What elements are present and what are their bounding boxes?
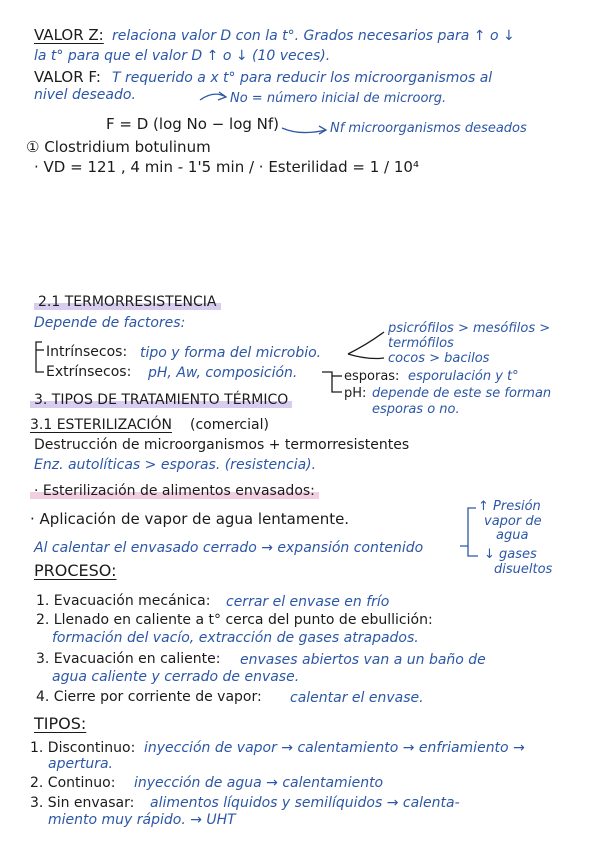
section-2-1-subtitle: Depende de factores:: [34, 315, 186, 331]
intrinsic-branch-arrow: [348, 332, 384, 354]
extrinsic-label: Extrínsecos:: [46, 364, 132, 380]
esporas-text: esporulación y t°: [408, 369, 519, 384]
proceso-step-2-label: 2. Llenado en caliente a t° cerca del punto de ebullición:: [36, 612, 433, 628]
proceso-title: PROCESO:: [34, 561, 117, 580]
ph-label: pH:: [344, 386, 367, 401]
factors-bracket: [36, 342, 44, 372]
extrinsic-branch: [322, 372, 342, 392]
heating-line: Al calentar el envasado cerrado → expansión contenido: [34, 540, 424, 556]
formula: F = D (log No − log Nf): [106, 115, 280, 133]
example-line1: ① Clostridium botulinum: [26, 138, 211, 156]
no-note-arrowhead: [218, 92, 226, 100]
section-3-1-title: 3.1 ESTERILIZACIÓN: [30, 417, 172, 433]
intrinsic-label: Intrínsecos:: [46, 344, 128, 360]
proceso-step-3-label: 3. Evacuación en caliente:: [36, 651, 221, 667]
tipos-item-3-label: 3. Sin envasar:: [30, 795, 135, 811]
tipos-item-1-text-1: inyección de vapor → calentamiento → enfriamiento →: [144, 740, 525, 756]
valor-z-line2: la t° para que el valor D ↑ o ↓ (10 veces).: [34, 48, 331, 64]
ph-text-2: esporas o no.: [372, 402, 460, 417]
proceso-step-2-text: formación del vacío, extracción de gases atrapados.: [52, 630, 419, 646]
proceso-step-1-label: 1. Evacuación mecánica:: [36, 593, 211, 609]
tipos-item-2-text: inyección de agua → calentamiento: [134, 775, 384, 791]
expansion-bracket-down: [468, 546, 478, 556]
formula-note-arrowhead: [319, 126, 326, 134]
extrinsic-text: pH, Aw, composición.: [148, 365, 298, 381]
tipos-item-3-text-2: miento muy rápido. → UHT: [48, 812, 236, 828]
branch-top-3: cocos > bacilos: [388, 351, 490, 366]
valor-f-line1: T requerido a x t° para reducir los microorganismos al: [112, 70, 493, 86]
tipos-item-2-label: 2. Continuo:: [30, 775, 116, 791]
ph-text-1: depende de este se forman: [372, 386, 552, 401]
proceso-step-1-text: cerrar el envase en frío: [226, 594, 390, 610]
intrinsic-text: tipo y forma del microbio.: [140, 345, 322, 361]
esporas-label: esporas:: [344, 369, 400, 384]
section-3-1-aside: (comercial): [190, 417, 269, 433]
proceso-step-4-label: 4. Cierre por corriente de vapor:: [36, 689, 262, 705]
formula-note-arrow: [282, 128, 326, 133]
proceso-step-3-text-1: envases abiertos van a un baño de: [240, 652, 486, 668]
expansion-bracket: [460, 508, 476, 546]
tipos-item-3-text-1: alimentos líquidos y semilíquidos → calenta-: [150, 795, 460, 811]
valor-z-line1: relaciona valor D con la t°. Grados necesarios para ↑ o ↓: [112, 28, 515, 44]
valor-f-note: No = número inicial de microorg.: [230, 91, 447, 106]
canned-title-text: · Esterilización de alimentos envasados:: [30, 483, 319, 499]
result-down-2: disueltos: [494, 562, 553, 577]
result-up-2: vapor de: [484, 514, 542, 529]
branch-top-2: termófilos: [388, 336, 454, 351]
section-3-title-text: 3. TIPOS DE TRATAMIENTO TÉRMICO: [30, 392, 292, 408]
intrinsic-branch-arrow-2: [348, 354, 384, 359]
tipos-item-1-label: 1. Discontinuo:: [30, 740, 136, 756]
steam-line: · Aplicación de vapor de agua lentamente.: [30, 510, 350, 528]
section-3-1-line1: Destrucción de microorganismos + termorresistentes: [34, 437, 410, 453]
result-up-1: ↑ Presión: [478, 499, 541, 514]
proceso-step-3-text-2: agua caliente y cerrado de envase.: [52, 669, 300, 685]
result-down-1: ↓ gases: [484, 547, 537, 562]
tipos-title: TIPOS:: [34, 714, 87, 733]
proceso-step-4-text: calentar el envase.: [290, 690, 424, 706]
example-line2: · VD = 121 , 4 min - 1'5 min / · Esterilidad = 1 / 10⁴: [34, 158, 419, 176]
section-2-1-title-text: 2.1 TERMORRESISTENCIA: [34, 294, 221, 310]
tipos-item-1-text-2: apertura.: [48, 756, 113, 772]
formula-note: Nf microorganismos deseados: [330, 121, 527, 136]
valor-z-label: VALOR Z:: [34, 26, 104, 44]
valor-f-label: VALOR F:: [34, 68, 101, 86]
branch-top-1: psicrófilos > mesófilos >: [388, 321, 551, 336]
section-3-1-line2: Enz. autolíticas > esporas. (resistencia).: [34, 457, 317, 473]
valor-f-line2: nivel deseado.: [34, 87, 136, 103]
result-up-3: agua: [496, 528, 529, 543]
